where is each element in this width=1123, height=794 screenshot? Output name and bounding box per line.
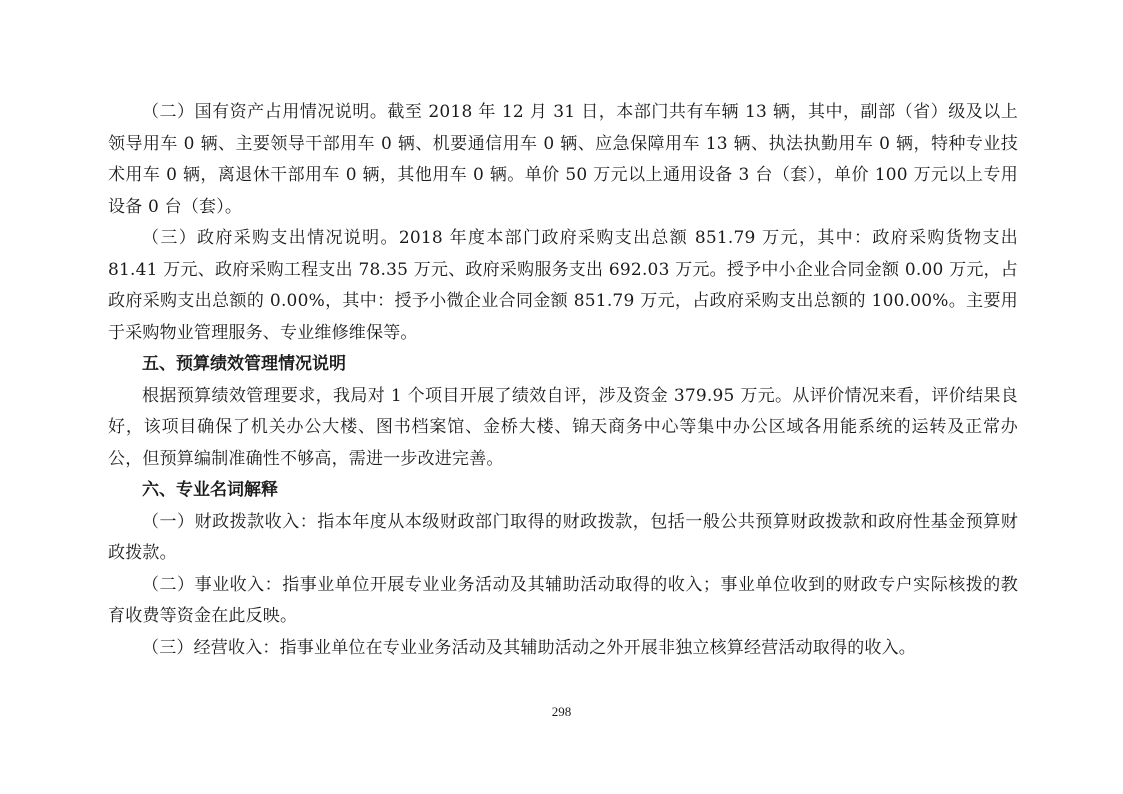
paragraph-term-fiscal-appropriation: （一）财政拨款收入：指本年度从本级财政部门取得的财政拨款，包括一般公共预算财政拨款和政府性基金预算财政拨款。	[108, 511, 1018, 563]
document-body	[108, 97, 1018, 664]
paragraph-performance-evaluation: 根据预算绩效管理要求，我局对 1 个项目开展了绩效自评，涉及资金 379.95 万元。从评价情况来看，评价结果良好，该项目确保了机关办公大楼、图书档案馆、金桥大楼、锦天商务中心等集中办公区域各用能系统的运转及正常办公，但预算编制准确性不够高，需进一步改进完善。	[108, 385, 1018, 469]
paragraph-term-operating-income: （三）经营收入：指事业单位在专业业务活动及其辅助活动之外开展非独立核算经营活动取得的收入。	[142, 637, 916, 658]
page-number: 298	[551, 704, 572, 719]
paragraph-government-procurement: （三）政府采购支出情况说明。2018 年度本部门政府采购支出总额 851.79 万元，其中：政府采购货物支出 81.41 万元、政府采购工程支出 78.35 万元、政府采购服务支出 692.03 万元。授予中小企业合同金额 0.00 万元，占政府采购支出总额的 0.00%，其中：授予小微企业合同金额 851.79 万元，占政府采购支出总额的 100.00%。主要用于采购物业管理服务、专业维修维保等。	[108, 228, 1018, 343]
paragraph-term-business-income: （二）事业收入：指事业单位开展专业业务活动及其辅助活动取得的收入；事业单位收到的财政专户实际核拨的教育收费等资金在此反映。	[108, 574, 1018, 626]
heading-terminology: 六、专业名词解释	[142, 480, 278, 500]
heading-performance-management: 五、预算绩效管理情况说明	[142, 354, 346, 374]
paragraph-state-assets: （二）国有资产占用情况说明。截至 2018 年 12 月 31 日，本部门共有车辆 13 辆，其中，副部（省）级及以上领导用车 0 辆、主要领导干部用车 0 辆、机要通信用车 0 辆、应急保障用车 13 辆、执法执勤用车 0 辆，特种专业技术用车 0 辆，离退休干部用车 0 辆，其他用车 0 辆。单价 50 万元以上通用设备 3 台（套），单价 100 万元以上专用设备 0 台（套）。	[108, 102, 1018, 217]
